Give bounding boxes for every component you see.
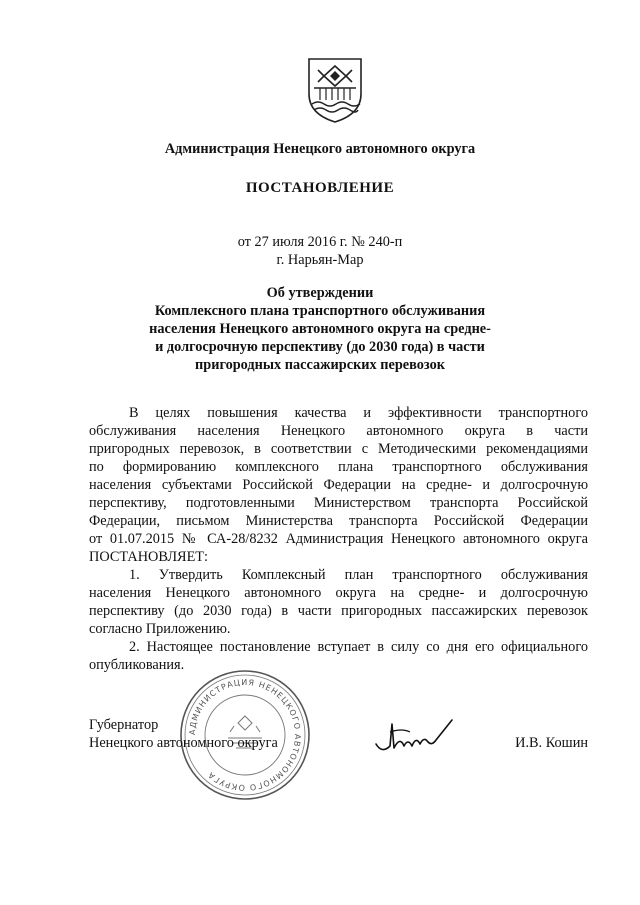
signer-position-line1: Губернатор	[89, 717, 159, 733]
body-line: пригородных перевозок, в соответствии с Методическими рекомендациями	[89, 441, 588, 457]
title-line: пригородных пассажирских перевозок	[195, 357, 445, 373]
body-line: перспективу (до 2030 года) в части пригородных пассажирских перевозок	[89, 603, 588, 619]
body-line: населения Ненецкого автономного округа на средне- и долгосрочную	[89, 585, 588, 601]
signer-position-line2: Ненецкого автономного округа	[89, 735, 278, 751]
body-line: В целях повышения качества и эффективности транспортного	[129, 405, 588, 421]
organization-name: Администрация Ненецкого автономного округа	[164, 141, 476, 157]
seal-text: АДМИНИСТРАЦИЯ НЕНЕЦКОГО АВТОНОМНОГО ОКРУГА	[187, 677, 303, 793]
signer-name: И.В. Кошин	[515, 735, 588, 751]
body-line: по формированию комплексного плана транспортного обслуживания	[89, 459, 588, 475]
date-number: от 27 июля 2016 г. № 240-п	[237, 234, 403, 250]
body-line: ПОСТАНОВЛЯЕТ:	[89, 549, 209, 565]
title-line: Комплексного плана транспортного обслуживания	[154, 303, 486, 319]
title-line: Об утверждении	[266, 285, 374, 301]
document-type: ПОСТАНОВЛЕНИЕ	[245, 180, 395, 196]
body-line: 2. Настоящее постановление вступает в силу со дня его официального	[129, 639, 588, 655]
coat-of-arms-emblem	[306, 56, 364, 124]
body-line: согласно Приложению.	[89, 621, 231, 637]
body-line: обслуживания населения Ненецкого автономного округа в части	[89, 423, 588, 439]
handwritten-signature	[372, 718, 456, 758]
body-line: 1. Утвердить Комплексный план транспортного обслуживания	[129, 567, 588, 583]
body-line: опубликования.	[89, 657, 185, 673]
body-line: от 01.07.2015 № СА-28/8232 Администрация Ненецкого автономного округа	[89, 531, 588, 547]
title-line: населения Ненецкого автономного округа на средне-	[149, 321, 491, 337]
body-line: Федерации, письмом Министерства транспорта Российской Федерации	[89, 513, 588, 529]
title-line: и долгосрочную перспективу (до 2030 года) в части	[155, 339, 485, 355]
city: г. Нарьян-Мар	[276, 252, 364, 268]
body-line: перспективу, подготовленными Министерством транспорта Российской	[89, 495, 588, 511]
body-line: населения субъектами Российской Федерации на средне- и долгосрочную	[89, 477, 588, 493]
